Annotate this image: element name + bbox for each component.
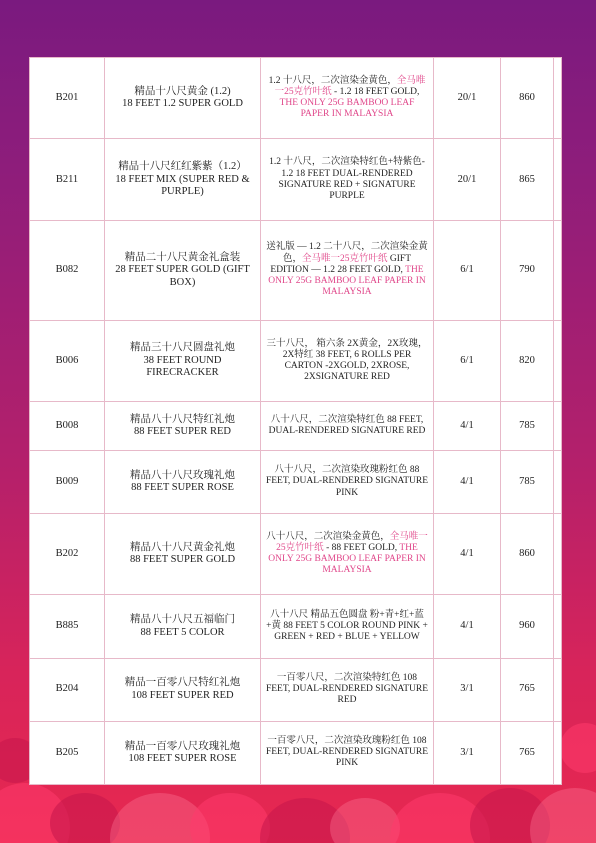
- table-row: [30, 721, 562, 784]
- product-name-cn: 精品八十八尺玫瑰礼炮: [130, 469, 235, 481]
- product-name: [105, 595, 261, 658]
- product-code: B008: [30, 402, 105, 451]
- description-text: 八十八尺，二次渲染玫瑰粉红色 88 FEET, DUAL-RENDERED SIGNATURE PINK: [265, 465, 429, 498]
- blank-cell: [554, 658, 562, 721]
- product-description: [261, 402, 434, 451]
- product-description: [261, 658, 434, 721]
- description-text: 送礼版 — 1.2 二十八尺，二次渲染金黄色，: [266, 242, 428, 264]
- product-packing: 4/1: [434, 514, 501, 595]
- blank-cell: [554, 320, 562, 401]
- product-name-en: 88 FEET SUPER ROSE: [131, 481, 234, 493]
- description-text: 三十八尺， 箱六条 2X黄金，2X玫瑰，2X特红 38 FEET, 6 ROLLS PER CARTON -2XGOLD, 2XROSE, 2XSIGNATURE RED: [266, 338, 428, 383]
- description-text: 一百零八尺，二次渲染特红色 108 FEET, DUAL-RENDERED SIGNATURE RED: [265, 672, 429, 706]
- table-row: [30, 320, 562, 401]
- description-text: - 88 FEET GOLD,: [323, 543, 400, 554]
- product-packing: 4/1: [434, 450, 501, 513]
- description-highlight: 全马唯一25克竹叶纸: [302, 253, 388, 264]
- product-code: B006: [30, 320, 105, 401]
- product-packing: 6/1: [434, 320, 501, 401]
- product-name-cn: 精品八十八尺黄金礼炮: [130, 541, 235, 553]
- product-code: B204: [30, 658, 105, 721]
- product-description: [261, 450, 434, 513]
- product-name-en: 108 FEET SUPER RED: [131, 689, 234, 701]
- blank-cell: [554, 402, 562, 451]
- product-name-en: 38 FEET ROUND FIRECRACKER: [143, 354, 222, 379]
- product-name-cn: 精品三十八尺圆盘礼炮: [130, 342, 235, 354]
- product-name-cn: 精品八十八尺五福临门: [130, 614, 235, 626]
- description-highlight: 全马唯一25克竹叶纸: [276, 531, 428, 554]
- product-name-cn: 精品二十八尺黄金礼盒装: [124, 251, 241, 263]
- description-text: GIFT EDITION — 1.2 28 FEET GOLD,: [270, 253, 412, 275]
- product-packing: 3/1: [434, 721, 501, 784]
- product-packing: 3/1: [434, 658, 501, 721]
- product-name-en: 88 FEET SUPER GOLD: [129, 554, 236, 566]
- product-packing: 6/1: [434, 220, 501, 320]
- product-price: 820: [501, 320, 554, 401]
- product-name: [105, 658, 261, 721]
- product-packing: 4/1: [434, 402, 501, 451]
- product-price: 790: [501, 220, 554, 320]
- product-name: [105, 514, 261, 595]
- product-name-en: 18 FEET 1.2 SUPER GOLD: [122, 98, 243, 110]
- table-row: [30, 58, 562, 139]
- product-code: B201: [30, 58, 105, 139]
- product-name-cn: 精品八十八尺特红礼炮: [130, 413, 235, 425]
- table-row: [30, 514, 562, 595]
- product-description: [261, 58, 434, 139]
- product-price: 860: [501, 514, 554, 595]
- table-row: [30, 139, 562, 220]
- description-text: 1.2 十八尺，二次渲染金黄色，: [268, 75, 397, 86]
- blank-cell: [554, 721, 562, 784]
- product-code: B009: [30, 450, 105, 513]
- product-description: [261, 721, 434, 784]
- product-name: [105, 58, 261, 139]
- product-packing: 20/1: [434, 139, 501, 220]
- product-packing: 4/1: [434, 595, 501, 658]
- product-price: 765: [501, 721, 554, 784]
- description-text: 八十八尺，二次渲染特红色 88 FEET, DUAL-RENDERED SIGNATURE RED: [268, 414, 426, 437]
- product-name-en: 88 FEET SUPER RED: [134, 426, 231, 438]
- product-name-en: 108 FEET SUPER ROSE: [128, 752, 237, 764]
- table-row: [30, 595, 562, 658]
- product-description: [261, 514, 434, 595]
- table-row: [30, 220, 562, 320]
- product-name: [105, 320, 261, 401]
- product-name-cn: 精品十八尺红红紫紫（1.2）: [118, 161, 247, 173]
- product-code: B211: [30, 139, 105, 220]
- table-row: [30, 658, 562, 721]
- description-text: 1.2 十八尺，二次渲染特红色+特紫色- 1.2 18 FEET DUAL-RENDERED SIGNATURE RED + SIGNATURE PURPLE: [269, 157, 425, 201]
- product-price: 785: [501, 450, 554, 513]
- product-description: [261, 139, 434, 220]
- product-packing: 20/1: [434, 58, 501, 139]
- product-code: B205: [30, 721, 105, 784]
- product-name: [105, 402, 261, 451]
- blank-cell: [554, 220, 562, 320]
- product-code: B082: [30, 220, 105, 320]
- product-name-en: 28 FEET SUPER GOLD (GIFT BOX): [115, 264, 250, 288]
- description-highlight: THE ONLY 25G BAMBOO LEAF PAPER IN MALAYSIA: [279, 98, 415, 120]
- product-description: [261, 320, 434, 401]
- product-price: 865: [501, 139, 554, 220]
- description-text: - 1.2 18 FEET GOLD,: [331, 87, 420, 98]
- product-price: 860: [501, 58, 554, 139]
- blank-cell: [554, 139, 562, 220]
- product-name: [105, 450, 261, 513]
- table-row: [30, 450, 562, 513]
- product-price: 960: [501, 595, 554, 658]
- description-highlight: THE ONLY 25G BAMBOO LEAF PAPER IN MALAYSIA: [268, 543, 426, 576]
- product-name-cn: 精品十八尺黄金 (1.2): [134, 85, 231, 97]
- description-highlight: THE ONLY 25G BAMBOO LEAF PAPER IN MALAYSIA: [268, 264, 426, 298]
- product-name: [105, 721, 261, 784]
- price-list-sheet: [29, 57, 562, 785]
- product-name: [105, 220, 261, 320]
- product-price: 765: [501, 658, 554, 721]
- product-price: 785: [501, 402, 554, 451]
- product-name-cn: 精品一百零八尺玫瑰礼炮: [124, 740, 241, 752]
- description-text: 一百零八尺，二次渲染玫瑰粉红色 108 FEET, DUAL-RENDERED SIGNATURE PINK: [265, 736, 429, 769]
- product-code: B202: [30, 514, 105, 595]
- description-text: 八十八尺 精品五色圆盘 粉+青+红+蓝+黄 88 FEET 5 COLOR ROUND PINK + GREEN + RED + BLUE + YELLOW: [266, 609, 428, 643]
- product-name-en: 88 FEET 5 COLOR: [140, 626, 225, 638]
- product-description: [261, 220, 434, 320]
- product-name-en: 18 FEET MIX (SUPER RED & PURPLE): [115, 173, 250, 197]
- description-highlight: 全马唯一25克竹叶纸: [274, 75, 426, 98]
- product-description: [261, 595, 434, 658]
- product-table: [29, 57, 562, 785]
- blank-cell: [554, 58, 562, 139]
- table-row: [30, 402, 562, 451]
- blank-cell: [554, 514, 562, 595]
- product-name-cn: 精品一百零八尺特红礼炮: [124, 677, 241, 689]
- blank-cell: [554, 595, 562, 658]
- blank-cell: [554, 450, 562, 513]
- product-code: B885: [30, 595, 105, 658]
- product-name: [105, 139, 261, 220]
- description-text: 八十八尺，二次渲染金黄色，: [266, 531, 390, 542]
